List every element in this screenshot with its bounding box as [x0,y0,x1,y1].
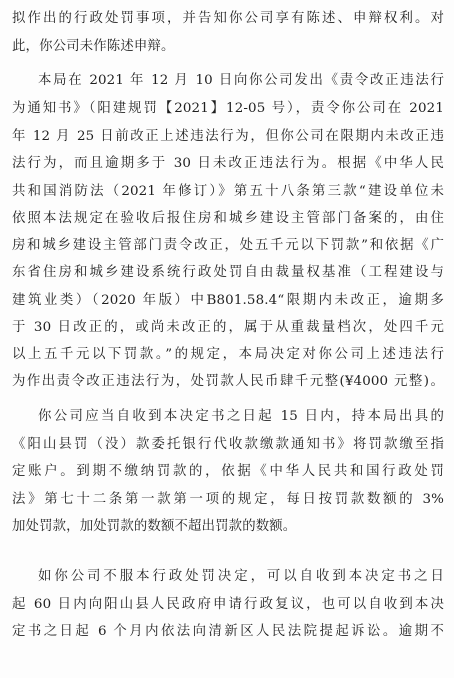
text-line: 以上五千元以下罚款。”的规定，本局决定对你公司上述违法行 [12,347,444,362]
text-line: 为作出责令改正违法行为，处罚款人民币肆千元整(¥4000 元整)。 [12,374,444,389]
text-line: 起 60 日内向阳山县人民政府申请行政复议，也可以自收到本决 [12,597,444,612]
text-line: 共和国消防法（2021 年修订）》第五十八条第三款“建设单位未 [12,184,444,199]
text-line: 依照本法规定在验收后报住房和城乡建设主管部门备案的，由住 [12,211,444,226]
text-line: 房和城乡建设主管部门责令改正，处五千元以下罚款”和依据《广 [12,238,444,253]
text-line: 法》第七十二条第一款第一项的规定，每日按罚款数额的 3% [12,492,444,507]
paragraph-start-line: 如你公司不服本行政处罚决定，可以自收到本决定书之日 [38,569,444,584]
text-line: 法行为，而且逾期多于 30 日未改正违法行为。根据《中华人民 [12,156,444,171]
text-line: 此，你公司未作陈述申辩。 [12,39,175,54]
text-line: 于 30 日改正的，或尚未改正的，属于从重裁量档次，处四千元 [12,320,444,335]
text-line: 定书之日起 6 个月内依法向清新区人民法院提起诉讼。逾期不 [12,624,444,639]
text-line: 年 12 月 25 日前改正上述违法行为，但你公司在限期内未改正违 [12,129,444,144]
text-line: 《阳山县罚（没）款委托银行代收款缴款通知书》将罚款缴至指 [12,437,444,452]
text-line: 加处罚款，加处罚款的数额不超出罚款的数额。 [12,519,297,534]
text-line: 建筑业类）（2020 年版）中B801.58.4“限期内未改正，逾期多 [12,293,444,308]
text-line: 为通知书》（阳建规罚【2021】12-05 号），责令你公司在 2021 [12,101,444,116]
paragraph-start-line: 你公司应当自收到本决定书之日起 15 日内，持本局出具的 [38,409,444,424]
text-line: 东省住房和城乡建设系统行政处罚自由裁量权基准（工程建设与 [12,265,444,280]
text-line: 拟作出的行政处罚事项，并告知你公司享有陈述、申辩权利。对 [12,11,444,26]
text-line: 定账户。到期不缴纳罚款的，依据《中华人民共和国行政处罚 [12,464,444,479]
paragraph-start-line: 本局在 2021 年 12 月 10 日向你公司发出《责令改正违法行 [38,73,444,88]
